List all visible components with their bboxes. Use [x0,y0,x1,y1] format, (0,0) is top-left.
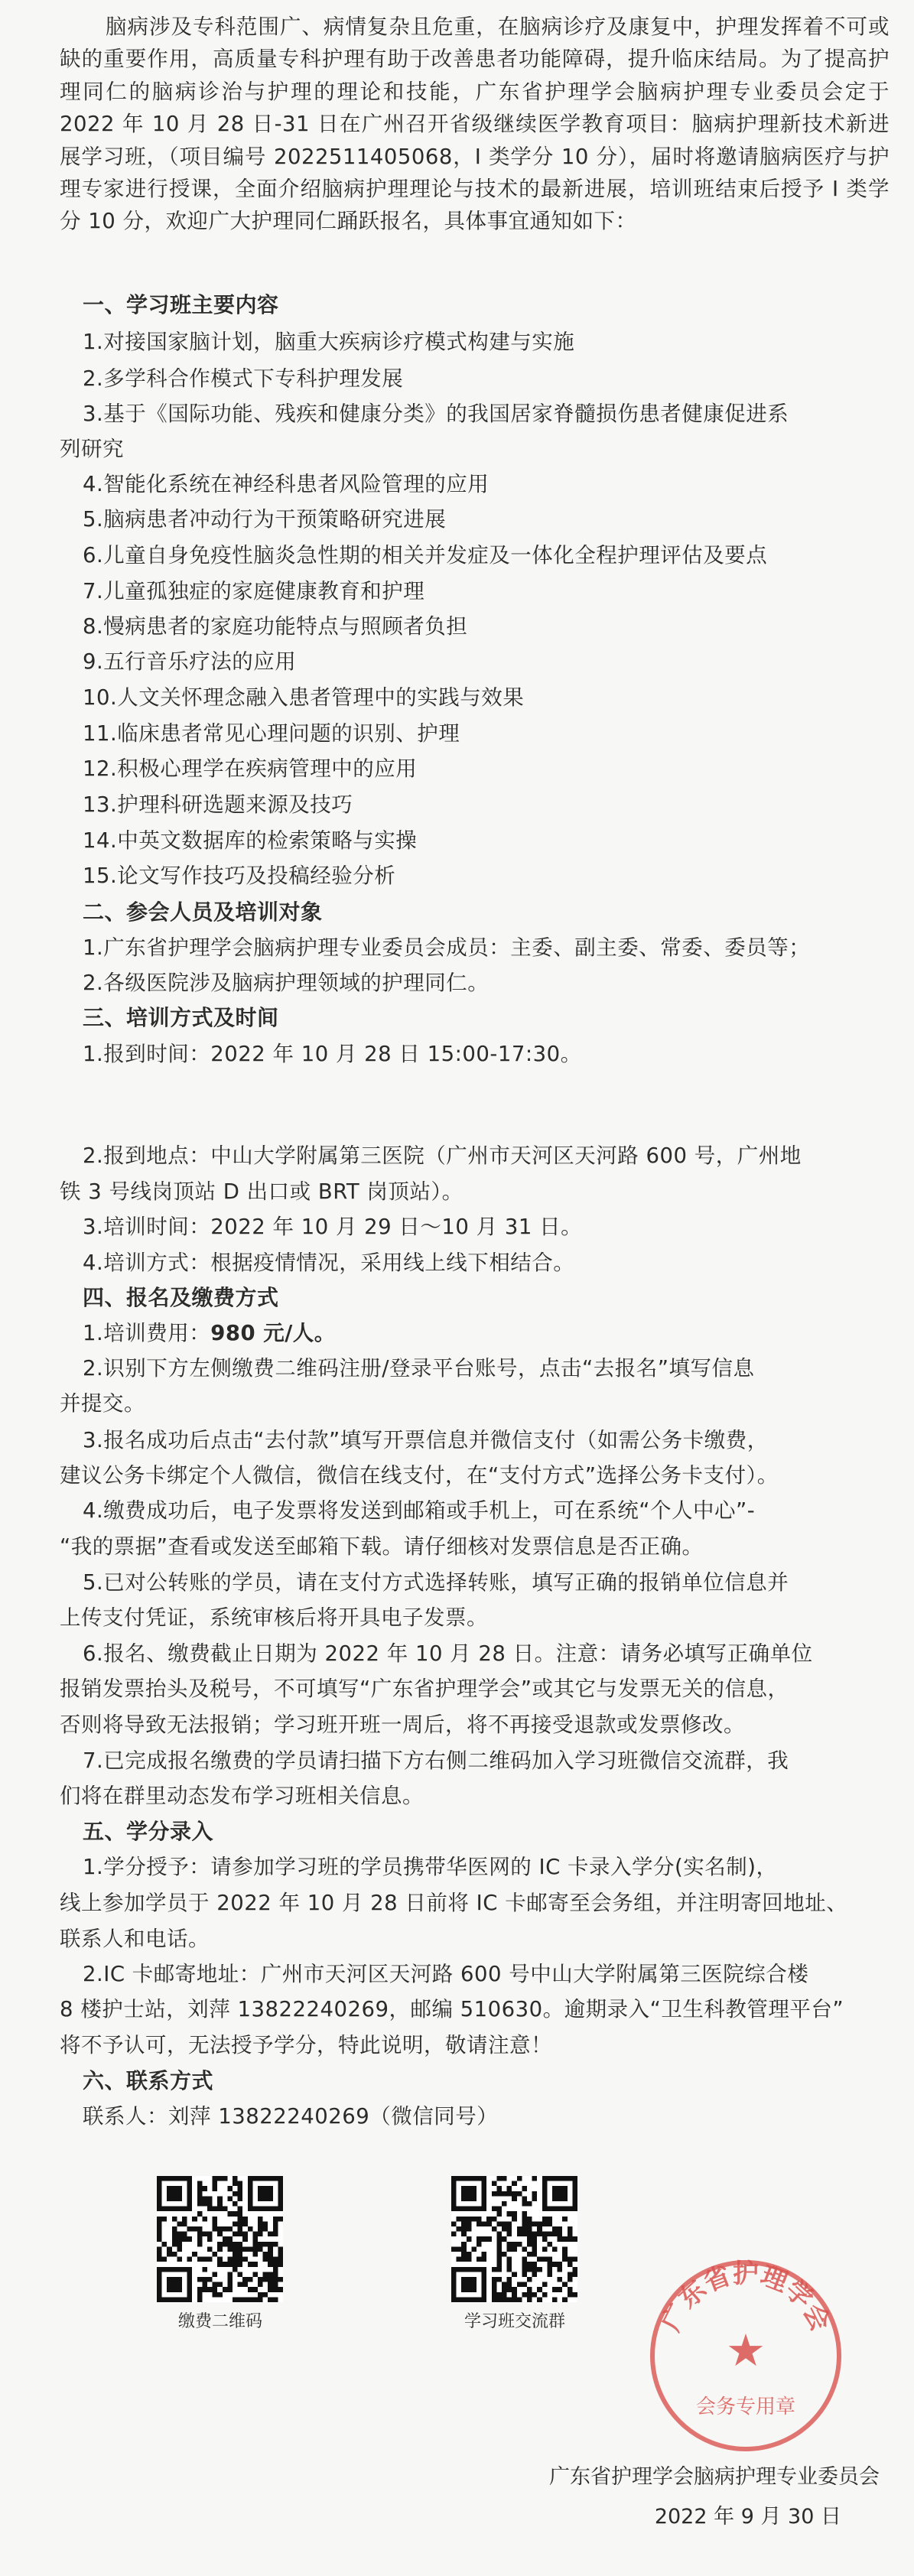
section5-item-continuation: 将不予认可，无法授予学分，特此说明，敬请注意！ [60,2033,552,2057]
section1-item: 4.智能化系统在神经科患者风险管理的应用 [83,472,490,496]
section4-item-continuation: 并提交。 [60,1391,145,1416]
section1-item: 11.临床患者常见心理问题的识别、护理 [83,721,460,746]
section3-title: 三、培训方式及时间 [83,1005,279,1030]
footer-organization: 广东省护理学会脑病护理专业委员会 [549,2465,880,2489]
section4-title: 四、报名及缴费方式 [83,1285,279,1310]
section1-item: 10.人文关怀理念融入患者管理中的实践与效果 [83,685,525,710]
section4-item: 2.识别下方左侧缴费二维码注册/登录平台账号，点击“去报名”填写信息 [83,1356,755,1381]
intro-paragraph: 脑病涉及专科范围广、病情复杂且危重，在脑病诊疗及康复中，护理发挥着不可或缺的重要作用，高质量专科护理有助于改善患者功能障碍，提升临床结局。为了提高护理同仁的脑病诊治与护理的理论和技能，广东省护理学会脑病护理专业委员会定于 2022 年 10 月 28 日-31 日在广州召开省级继续医学教育项目：脑病护理新技术新进展学习班，（项目编号 2022511405068，I 类学分 10 分），届时将邀请脑病医疗与护理专家进行授课，全面介绍脑病护理理论与技术的最新进展，培训班结束后授予 I 类学分 10 分，欢迎广大护理同仁踊跃报名，具体事宜通知如下： [60,15,890,234]
section3-item: 3.培训时间：2022 年 10 月 29 日～10 月 31 日。 [83,1215,583,1239]
section4-item-continuation: 上传支付凭证，系统审核后将开具电子发票。 [60,1605,488,1630]
seal-subtext: 会务专用章 [695,2395,796,2418]
section3-item: 1.报到时间：2022 年 10 月 28 日 15:00-17:30。 [83,1042,582,1066]
section4-item: 3.报名成功后点击“去付款”填写开票信息并微信支付（如需公务卡缴费， [83,1428,769,1452]
payment-qr-caption: 缴费二维码 [177,2312,262,2331]
section1-item: 1.对接国家脑计划，脑重大疾病诊疗模式构建与实施 [83,330,575,354]
section3-item: 2.报到地点：中山大学附属第三医院（广州市天河区天河路 600 号，广州地 [83,1143,802,1168]
section1-item: 2.多学科合作模式下专科护理发展 [83,366,404,391]
seal-text: 广东省护理学会 [655,2258,836,2337]
section4-item: 5.已对公转账的学员，请在支付方式选择转账，填写正确的报销单位信息并 [83,1570,789,1595]
section4-item-continuation: 们将在群里动态发布学习班相关信息。 [60,1784,424,1808]
section1-item: 6.儿童自身免疫性脑炎急性期的相关并发症及一体化全程护理评估及要点 [83,543,768,568]
section5-item-continuation: 线上参加学员于 2022 年 10 月 28 日前将 IC 卡邮寄至会务组，并注明寄回地址、 [60,1891,848,1915]
section1-item: 12.积极心理学在疾病管理中的应用 [83,756,418,781]
group-qr-caption: 学习班交流群 [464,2312,565,2331]
section4-item: 6.报名、缴费截止日期为 2022 年 10 月 28 日。注意：请务必填写正确单位 [83,1641,813,1666]
qr-code-pattern [157,2176,283,2302]
seal-star-icon: ★ [726,2324,766,2376]
group-qr-code[interactable] [451,2176,577,2302]
official-seal [642,2252,849,2459]
section1-item: 8.慢病患者的家庭功能特点与照顾者负担 [83,614,468,639]
section3-item: 4.培训方式：根据疫情情况，采用线上线下相结合。 [83,1251,575,1275]
section2-title: 二、参会人员及培训对象 [83,899,323,925]
section1-item-continuation: 列研究 [60,437,124,461]
section5-title: 五、学分录入 [83,1819,214,1844]
section5-item: 2.IC 卡邮寄地址：广州市天河区天河路 600 号中山大学附属第三医院综合楼 [83,1962,809,1986]
payment-qr-code[interactable] [157,2176,283,2302]
section4-item-continuation: 报销发票抬头及税号，不可填写“广东省护理学会”或其它与发票无关的信息， [60,1677,789,1701]
section1-item: 5.脑病患者冲动行为干预策略研究进展 [83,507,447,532]
section1-item: 15.论文写作技巧及投稿经验分析 [83,864,396,888]
fee-label: 1.培训费用： [83,1321,211,1345]
section4-item [83,1317,336,1349]
section1-item: 3.基于《国际功能、残疾和健康分类》的我国居家脊髓损伤患者健康促进系 [83,402,789,426]
qr-code-pattern [451,2176,577,2302]
section5-item: 1.学分授予：请参加学习班的学员携带华医网的 IC 卡录入学分(实名制)， [83,1855,778,1879]
section1-title: 一、学习班主要内容 [83,292,279,317]
section2-item: 1.广东省护理学会脑病护理专业委员会成员：主委、副主委、常委、委员等； [83,935,811,960]
section4-item: 4.缴费成功后，电子发票将发送到邮箱或手机上，可在系统“个人中心”- [83,1498,756,1523]
section4-item-continuation: 否则将导致无法报销；学习班开班一周后，将不再接受退款或发票修改。 [60,1712,745,1737]
contact-line: 联系人：刘萍 13822240269（微信同号） [83,2104,499,2129]
section6-title: 六、联系方式 [83,2068,214,2093]
section4-item-continuation: “我的票据”查看或发送至邮箱下载。请仔细核对发票信息是否正确。 [60,1534,704,1559]
section4-item-continuation: 建议公务卡绑定个人微信，微信在线支付，在“支付方式”选择公务卡支付）。 [60,1463,779,1488]
fee-amount: 980 元/人。 [210,1321,336,1345]
section1-item: 13.护理科研选题来源及技巧 [83,792,353,817]
section5-item-continuation: 联系人和电话。 [60,1927,210,1951]
section3-item-continuation: 铁 3 号线岗顶站 D 出口或 BRT 岗顶站）。 [60,1179,464,1204]
section4-item: 7.已完成报名缴费的学员请扫描下方右侧二维码加入学习班微信交流群，我 [83,1748,789,1773]
footer-date: 2022 年 9 月 30 日 [654,2505,841,2529]
section1-item: 9.五行音乐疗法的应用 [83,649,297,674]
section1-item: 14.中英文数据库的检索策略与实操 [83,828,418,853]
section5-item-continuation: 8 楼护士站，刘萍 13822240269，邮编 510630。逾期录入“卫生科教管理平台” [60,1997,844,2021]
section2-item: 2.各级医院涉及脑病护理领域的护理同仁。 [83,971,490,995]
section1-item: 7.儿童孤独症的家庭健康教育和护理 [83,579,425,603]
